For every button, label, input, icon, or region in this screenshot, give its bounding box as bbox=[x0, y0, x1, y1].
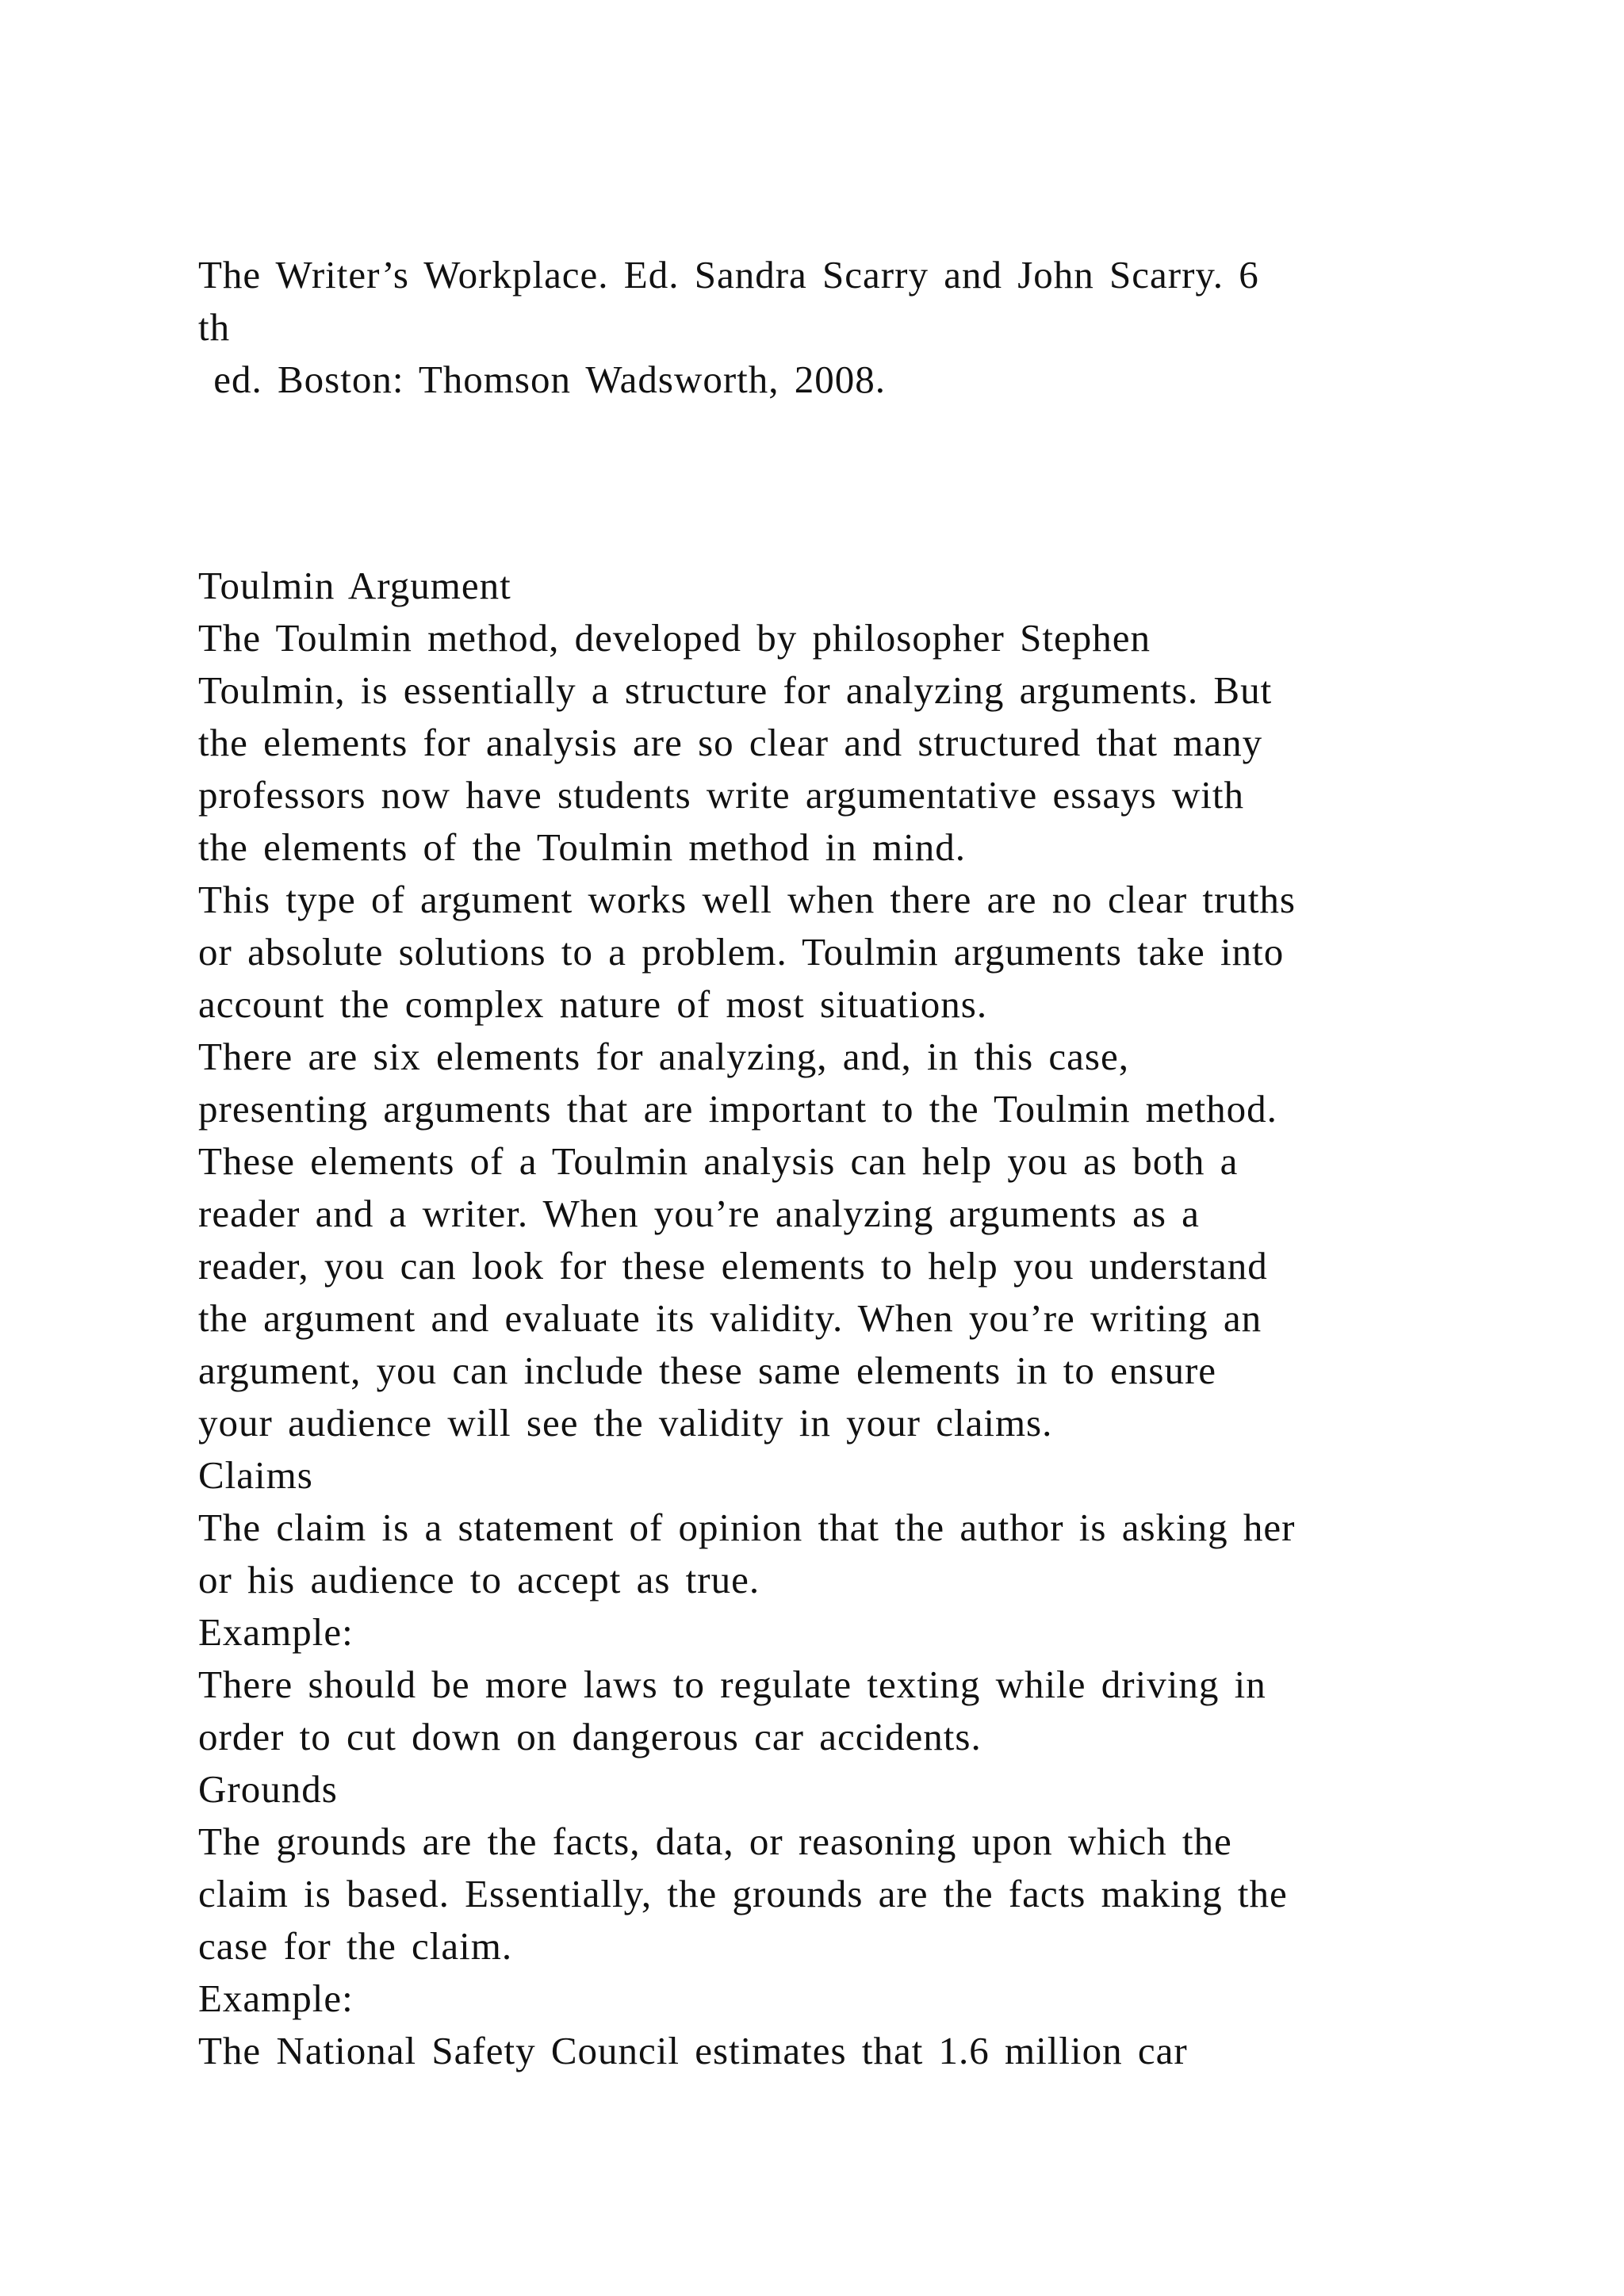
body-block bbox=[198, 560, 1435, 2077]
body-line: presenting arguments that are important to the Toulmin method. bbox=[198, 1087, 1277, 1131]
citation-line: th bbox=[198, 305, 231, 349]
example-label: Example: bbox=[198, 1976, 354, 2020]
citation-line: ed. Boston: Thomson Wadsworth, 2008. bbox=[198, 358, 887, 401]
section-heading-toulmin-argument: Toulmin Argument bbox=[198, 564, 511, 607]
body-line: reader and a writer. When you’re analyzing arguments as a bbox=[198, 1192, 1200, 1235]
body-line: This type of argument works well when there are no clear truths bbox=[198, 878, 1297, 921]
section-heading-grounds: Grounds bbox=[198, 1767, 338, 1811]
body-line: case for the claim. bbox=[198, 1924, 513, 1968]
citation-line: The Writer’s Workplace. Ed. Sandra Scarry and John Scarry. 6 bbox=[198, 253, 1259, 297]
body-line: The grounds are the facts, data, or reasoning upon which the bbox=[198, 1820, 1232, 1863]
body-line: claim is based. Essentially, the grounds are the facts making the bbox=[198, 1872, 1288, 1915]
body-line: There are six elements for analyzing, and, in this case, bbox=[198, 1035, 1129, 1078]
body-line: the argument and evaluate its validity. When you’re writing an bbox=[198, 1296, 1262, 1340]
body-line: Toulmin, is essentially a structure for analyzing arguments. But bbox=[198, 668, 1273, 712]
body-line: The Toulmin method, developed by philosopher Stephen bbox=[198, 616, 1151, 660]
citation-block bbox=[198, 249, 1435, 406]
section-heading-claims: Claims bbox=[198, 1453, 313, 1497]
body-line: The National Safety Council estimates that 1.6 million car bbox=[198, 2029, 1188, 2072]
body-line: the elements for analysis are so clear and structured that many bbox=[198, 721, 1263, 764]
body-line: argument, you can include these same elements in to ensure bbox=[198, 1349, 1217, 1392]
body-line: reader, you can look for these elements to help you understand bbox=[198, 1244, 1268, 1288]
body-line: your audience will see the validity in your claims. bbox=[198, 1401, 1053, 1445]
body-line: These elements of a Toulmin analysis can help you as both a bbox=[198, 1139, 1239, 1183]
body-line: There should be more laws to regulate texting while driving in bbox=[198, 1663, 1266, 1706]
body-line: the elements of the Toulmin method in mind. bbox=[198, 825, 966, 869]
body-line: order to cut down on dangerous car accidents. bbox=[198, 1715, 982, 1758]
body-line: or his audience to accept as true. bbox=[198, 1558, 760, 1601]
example-label: Example: bbox=[198, 1610, 354, 1654]
body-line: professors now have students write argumentative essays with bbox=[198, 773, 1245, 817]
body-line: account the complex nature of most situations. bbox=[198, 982, 988, 1026]
body-line: The claim is a statement of opinion that the author is asking her bbox=[198, 1506, 1296, 1549]
body-line: or absolute solutions to a problem. Toulmin arguments take into bbox=[198, 930, 1285, 974]
